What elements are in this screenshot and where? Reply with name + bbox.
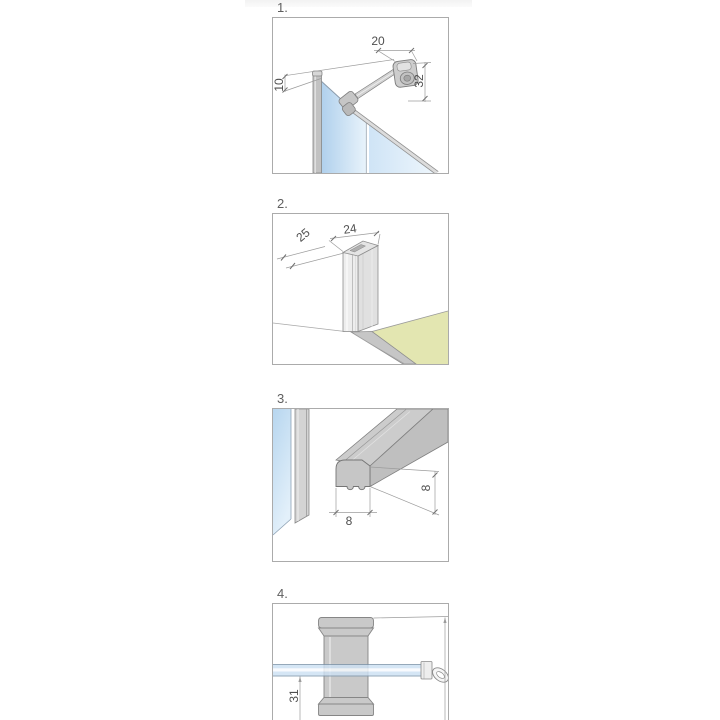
figure-1-panel <box>272 17 449 174</box>
seal-profile <box>336 409 448 490</box>
figure-1-drawing <box>273 18 448 173</box>
figure-2 <box>272 196 449 365</box>
figure-1-label: 1. <box>277 0 288 15</box>
figure-3-label: 3. <box>277 391 288 406</box>
figure-4-panel <box>272 603 449 720</box>
figure-4-label: 4. <box>277 586 288 601</box>
glass-rod <box>273 665 421 677</box>
figure-3 <box>272 391 449 562</box>
dimension-label-31: 31 <box>287 689 301 703</box>
figure-1 <box>272 0 449 174</box>
dimension-label-8-width: 8 <box>345 514 353 528</box>
glass-panel <box>273 409 291 535</box>
wall-profile <box>313 71 323 173</box>
figure-2-panel <box>272 213 449 365</box>
figure-2-drawing <box>273 214 448 364</box>
figure-3-panel <box>272 408 449 562</box>
figure-3-drawing <box>273 409 448 561</box>
dimension-label-10: 10 <box>272 78 286 92</box>
figure-4-drawing <box>273 604 448 720</box>
dimension-label-32: 32 <box>412 74 426 88</box>
rod-end-cap <box>421 662 432 680</box>
wall-profile <box>343 241 378 332</box>
figure-2-label: 2. <box>277 196 288 211</box>
dimension-label-24: 24 <box>342 221 358 237</box>
dimension-label-8-height: 8 <box>419 484 433 492</box>
figure-4 <box>272 586 449 720</box>
glass-profile <box>295 409 309 523</box>
stabilizer-rod <box>355 67 400 99</box>
dimension-label-25: 25 <box>293 225 313 245</box>
dimension-label-20: 20 <box>371 34 385 48</box>
